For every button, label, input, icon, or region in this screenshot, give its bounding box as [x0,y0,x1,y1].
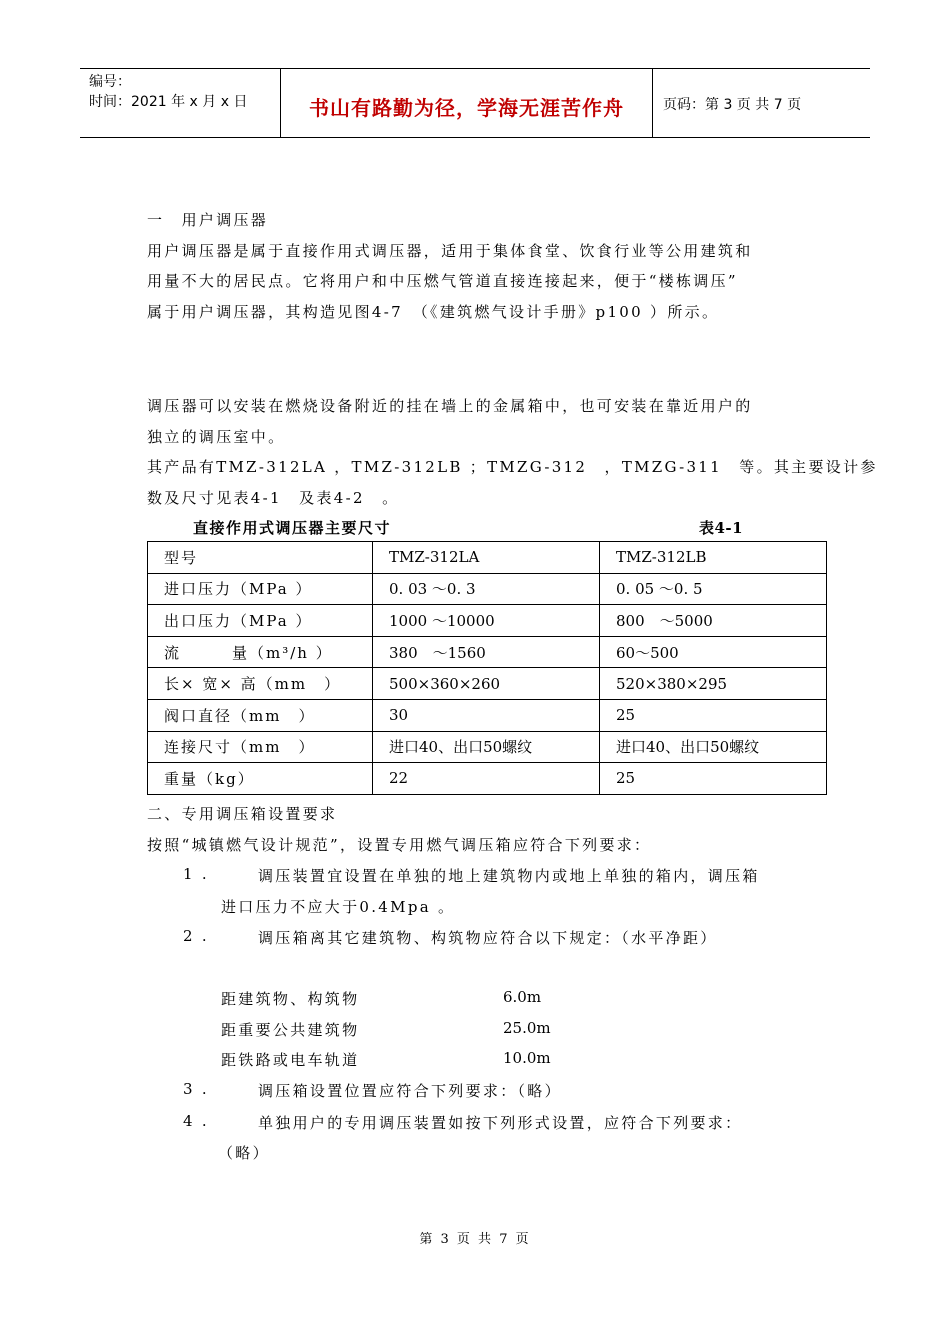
table-number: 表4-1 [699,519,744,537]
number-label: 编号： [89,74,131,90]
table-row [148,731,827,763]
time-label: 时间：2021 年 x 月 x 日 [89,94,248,110]
table-cell: 500×360×260 [373,668,600,700]
motto: 书山有路勤为径，学海无涯苦作舟 [309,96,624,120]
table-cell: 380 ～1560 [373,636,600,668]
table-cell: 阀口直径（mm ） [148,699,373,731]
para1-line: 属于用户调压器，其构造见图4-7 （《建筑燃气设计手册》p100 ）所示。 [147,303,720,321]
spec-table [147,541,827,795]
table-cell: 60～500 [600,636,827,668]
list-item-text: 调压箱离其它建筑物、构筑物应符合以下规定：（水平净距） [258,929,718,947]
list-number: 3 . [183,1080,209,1098]
list-number: 1 . [183,865,209,883]
page-footer: 第 3 页 共 7 页 [419,1232,531,1247]
distance-value: 10.0m [503,1049,551,1067]
section2-heading: 二、专用调压箱设置要求 [147,805,338,823]
table-cell: 流 量（m³/h ） [148,636,373,668]
para1-line: 用量不大的居民点。它将用户和中压燃气管道直接连接起来，便于“楼栋调压” [147,272,738,290]
header-info-cell [80,69,281,137]
page-label: 页码：第 3 页 共 7 页 [663,97,802,113]
para2-line: 数及尺寸见表4-1 及表4-2 。 [147,489,400,507]
table-cell: 22 [373,763,600,795]
para2-line: 独立的调压室中。 [147,428,286,446]
table-cell: 型号 [148,542,373,574]
table-cell: 25 [600,763,827,795]
table-cell: 出口压力（MPa ） [148,605,373,637]
table-cell: 0. 05 ～0. 5 [600,573,827,605]
page-header [80,68,870,138]
distance-value: 6.0m [503,988,542,1006]
table-cell: 25 [600,699,827,731]
distance-label: 距重要公共建筑物 [221,1021,360,1039]
list-number: 2 . [183,927,209,945]
section1-heading: 一 用户调压器 [147,211,269,229]
table-cell: TMZ-312LB [600,542,827,574]
list-number: 4 . [183,1112,209,1130]
header-motto-cell [281,69,653,137]
section2-intro: 按照“城镇燃气设计规范”，设置专用燃气调压箱应符合下列要求： [147,836,652,854]
table-row [148,699,827,731]
table-cell: 1000 ～10000 [373,605,600,637]
table-caption: 直接作用式调压器主要尺寸 [193,519,392,537]
distance-label: 距铁路或电车轨道 [221,1051,360,1069]
list-item-text: 调压装置宜设置在单独的地上建筑物内或地上单独的箱内，调压箱 [258,867,760,885]
distance-label: 距建筑物、构筑物 [221,990,360,1008]
table-cell: 重量（kg） [148,763,373,795]
table-cell: 长× 宽× 高（mm ） [148,668,373,700]
table-cell: 进口40、出口50螺纹 [600,731,827,763]
table-row [148,573,827,605]
table-cell: 800 ～5000 [600,605,827,637]
list-item-text: （略） [218,1144,270,1162]
para2-line: 调压器可以安装在燃烧设备附近的挂在墙上的金属箱中，也可安装在靠近用户的 [147,397,753,415]
distance-value: 25.0m [503,1019,551,1037]
table-cell: TMZ-312LA [373,542,600,574]
table-cell: 30 [373,699,600,731]
list-item-text: 调压箱设置位置应符合下列要求：（略） [258,1082,562,1100]
list-item-text: 进口压力不应大于0.4Mpa 。 [221,898,456,916]
list-item-text: 单独用户的专用调压装置如按下列形式设置，应符合下列要求： [258,1114,743,1132]
table-row [148,542,827,574]
table-row [148,763,827,795]
table-cell: 520×380×295 [600,668,827,700]
table-cell: 进口压力（MPa ） [148,573,373,605]
table-row [148,636,827,668]
table-row [148,605,827,637]
table-cell: 0. 03 ～0. 3 [373,573,600,605]
header-page-cell [653,69,870,137]
para1-line: 用户调压器是属于直接作用式调压器，适用于集体食堂、饮食行业等公用建筑和 [147,242,753,260]
para2-line: 其产品有TMZ-312LA ，TMZ-312LB ；TMZG-312 ，TMZG-311 等。其主要设计参 [147,458,878,476]
table-row [148,668,827,700]
table-cell: 进口40、出口50螺纹 [373,731,600,763]
table-cell: 连接尺寸（mm ） [148,731,373,763]
